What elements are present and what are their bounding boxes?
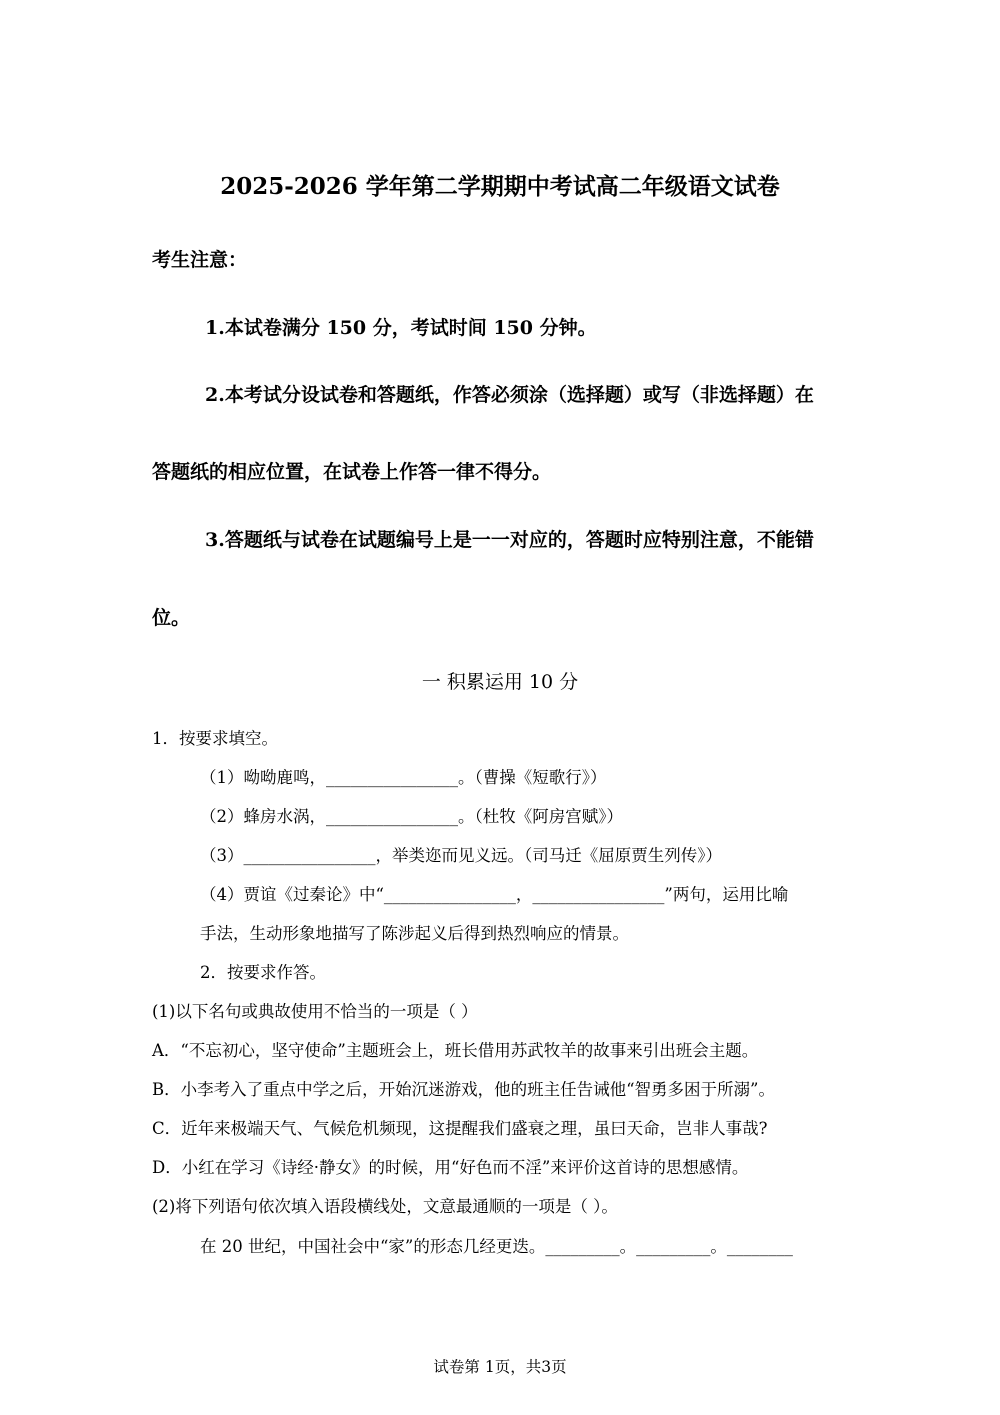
notice-item-1: 1.本试卷满分 150 分，考试时间 150 分钟。 <box>205 317 597 339</box>
section-1-title: 一 积累运用 10 分 <box>421 671 579 693</box>
page-footer: 试卷第 1页，共3页 <box>433 1358 567 1376</box>
notice-heading: 考生注意： <box>152 249 248 271</box>
option-c: C．近年来极端天气、气候危机频现，这提醒我们盛衰之理，虽曰天命，岂非人事哉? <box>152 1119 768 1138</box>
notice-item-2-line-2: 答题纸的相应位置，在试卷上作答一律不得分。 <box>152 461 552 483</box>
option-a: A．“不忘初心，坚守使命”主题班会上，班长借用苏武牧羊的故事来引出班会主题。 <box>152 1041 759 1060</box>
question-1-part-4-line-2: 手法，生动形象地描写了陈涉起义后得到热烈响应的情景。 <box>200 924 629 943</box>
notice-item-3-line-1: 3.答题纸与试卷在试题编号上是一一对应的，答题时应特别注意，不能错 <box>205 529 814 551</box>
option-d: D．小红在学习《诗经·静女》的时候，用“好色而不淫”来评价这首诗的思想感情。 <box>152 1158 749 1177</box>
question-1-part-1: （1）呦呦鹿鸣，________________。（曹操《短歌行》） <box>200 768 607 787</box>
question-1-part-3: （3）________________，举类迩而见义远。（司马迁《屈原贾生列传》） <box>200 846 722 865</box>
question-1-part-2: （2）蜂房水涡，________________。（杜牧《阿房宫赋》） <box>200 807 623 826</box>
passage-line: 在 20 世纪，中国社会中“家”的形态几经更迭。_________。_________。________ <box>200 1237 793 1256</box>
option-b: B．小李考入了重点中学之后，开始沉迷游戏，他的班主任告诫他“智勇多困于所溺”。 <box>152 1080 775 1099</box>
question-2-sub-2: (2)将下列语句依次填入语段横线处，文意最通顺的一项是（ ）。 <box>152 1197 618 1216</box>
question-2-sub-1: (1)以下名句或典故使用不恰当的一项是（ ） <box>152 1002 478 1021</box>
question-1-part-4-line-1: （4）贾谊《过秦论》中“________________，________________”两句，运用比喻 <box>200 885 789 904</box>
question-1-stem: 1．按要求填空。 <box>152 729 278 748</box>
exam-title: 2025-2026 学年第二学期期中考试高二年级语文试卷 <box>220 173 780 200</box>
notice-item-2-line-1: 2.本考试分设试卷和答题纸，作答必须涂（选择题）或写（非选择题）在 <box>205 384 814 406</box>
notice-item-3-line-2: 位。 <box>152 607 191 629</box>
question-2-stem: 2．按要求作答。 <box>200 963 326 982</box>
